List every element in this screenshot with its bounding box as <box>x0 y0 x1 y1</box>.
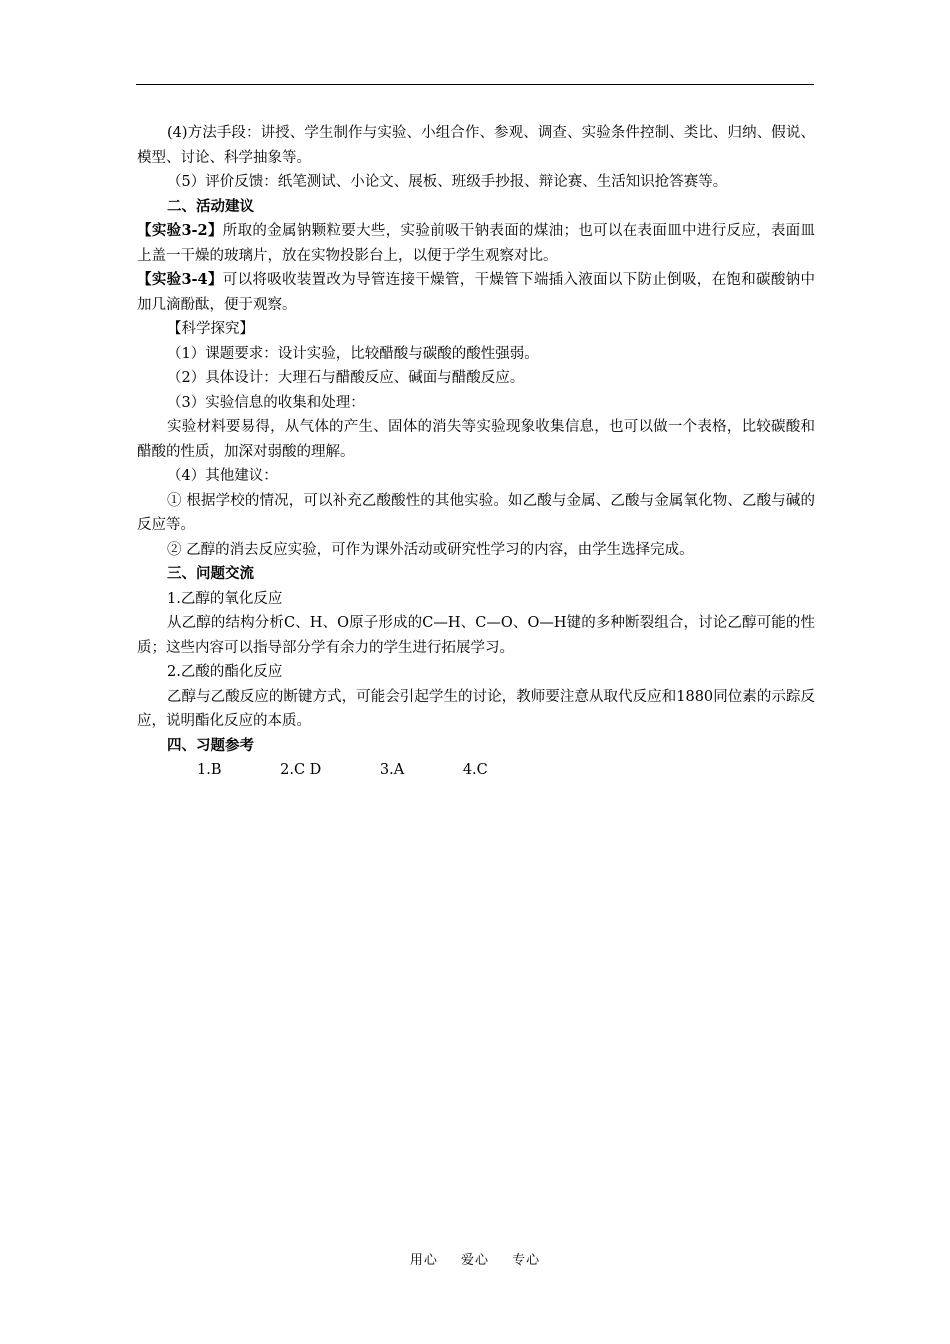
inquiry-item-2: （2）具体设计：大理石与醋酸反应、碱面与醋酸反应。 <box>167 370 525 386</box>
footer-text: 用心 <box>409 1253 438 1268</box>
document-body <box>137 121 815 783</box>
header-rule <box>136 84 814 85</box>
paragraph-experiment-3-4 <box>137 268 815 317</box>
experiment-3-4-label: 【实验3-4】 <box>137 271 223 288</box>
paragraph-experiment-3-2 <box>137 219 815 268</box>
heading-activity-suggestions: 二、活动建议 <box>167 197 254 215</box>
question-2-title: 2.乙酸的酯化反应 <box>167 664 283 680</box>
heading-problem-exchange: 三、问题交流 <box>167 565 254 582</box>
paragraph-evaluation: （5）评价反馈：纸笔测试、小论文、展板、班级手抄报、辩论赛、生活知识抢答赛等。 <box>167 174 728 190</box>
question-1-title: 1.乙醇的氧化反应 <box>167 590 283 607</box>
answer-list <box>137 758 815 783</box>
answer-item: 1.B <box>197 762 222 778</box>
question-1-text: 从乙醇的结构分析C、H、O原子形成的C—H、C—O、O—H键的多种断裂组合，讨论乙醇可能的性质；这些内容可以指导部分学有余力的学生进行拓展学习。 <box>137 615 815 656</box>
inquiry-item-1: （1）课题要求：设计实验，比较醋酸与碳酸的酸性强弱。 <box>167 345 539 362</box>
inquiry-item-4: （4）其他建议： <box>167 468 278 484</box>
experiment-3-4-text: 可以将吸收装置改为导管连接干燥管，干燥管下端插入液面以下防止倒吸，在饱和碳酸钠中加几滴酚酞，便于观察。 <box>137 272 815 313</box>
experiment-3-2-label: 【实验3-2】 <box>137 222 223 239</box>
suggestion-2: ② 乙醇的消去反应实验，可作为课外活动或研究性学习的内容，由学生选择完成。 <box>167 541 694 558</box>
paragraph-methods: (4)方法手段：讲授、学生制作与实验、小组合作、参观、调查、实验条件控制、类比、归纳、假说、模型、讨论、科学抽象等。 <box>137 125 815 166</box>
suggestion-1: ① 根据学校的情况，可以补充乙酸酸性的其他实验。如乙酸与金属、乙酸与金属氧化物、乙酸与碱的反应等。 <box>137 492 815 533</box>
answer-item: 3.A <box>379 762 405 778</box>
inquiry-item-3-text: 实验材料要易得，从气体的产生、固体的消失等实验现象收集信息，也可以做一个表格，比较碳酸和醋酸的性质，加深对弱酸的理解。 <box>137 419 815 460</box>
answer-item: 4.C <box>462 762 488 778</box>
question-2-text: 乙醇与乙酸反应的断键方式，可能会引起学生的讨论，教师要注意从取代反应和1880同位素的示踪反应，说明酯化反应的本质。 <box>137 688 815 729</box>
footer-text: 专心 <box>512 1253 541 1268</box>
footer-text: 爱心 <box>460 1253 489 1268</box>
page-footer <box>0 1249 950 1268</box>
inquiry-item-3: （3）实验信息的收集和处理： <box>167 394 365 411</box>
heading-science-inquiry: 【科学探究】 <box>167 321 254 337</box>
heading-exercise-reference: 四、习题参考 <box>167 736 254 754</box>
answer-item: 2.C D <box>280 762 322 778</box>
experiment-3-2-text: 所取的金属钠颗粒要大些，实验前吸干钠表面的煤油；也可以在表面皿中进行反应，表面皿上盖一干燥的玻璃片，放在实物投影台上，以便于学生观察对比。 <box>137 223 815 264</box>
